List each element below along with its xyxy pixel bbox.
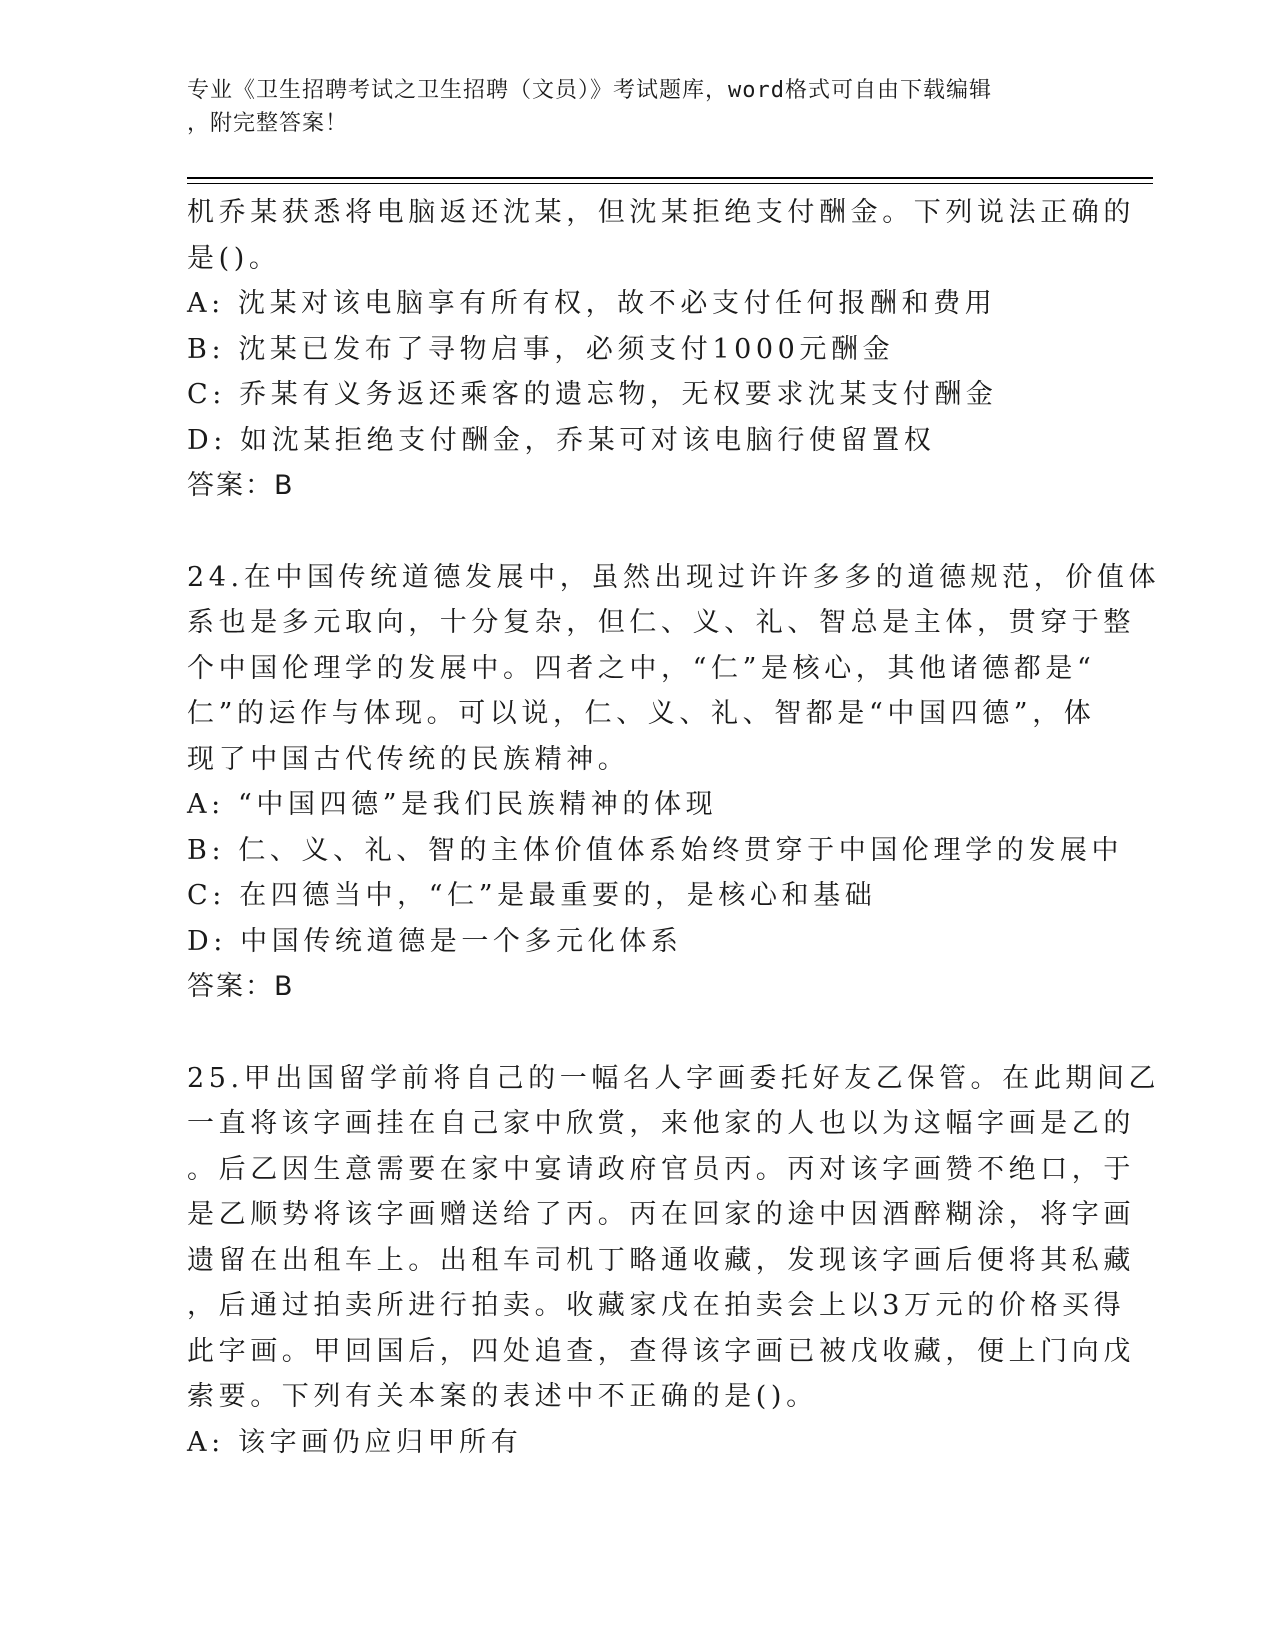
question-text-line: ，后通过拍卖所进行拍卖。收藏家戊在拍卖会上以3万元的价格买得 [187,1290,1126,1321]
option-d: D: 如沈某拒绝支付酬金，乔某可对该电脑行使留置权 [187,424,936,456]
question-content [187,190,1161,1465]
option-c: C: 在四德当中，“仁”是最重要的，是核心和基础 [187,880,877,911]
question-text-line: 索要。下列有关本案的表述中不正确的是()。 [187,1381,818,1412]
document-header-note [187,74,1067,140]
question-text-line: 。后乙因生意需要在家中宴请政府官员丙。丙对该字画赞不绝口，于 [187,1153,1135,1185]
question-text-line: 仁”的运作与体现。可以说，仁、义、礼、智都是“中国四德”，体 [187,698,1096,729]
question-text-line: 是乙顺势将该字画赠送给了丙。丙在回家的途中因酒醉糊涂，将字画 [187,1199,1135,1230]
answer-label: 答案：B [187,971,295,1002]
option-a: A: 该字画仍应归甲所有 [187,1426,523,1458]
header-line-2: ，附完整答案！ [187,111,349,136]
question-text-line: 一直将该字画挂在自己家中欣赏，来他家的人也以为这幅字画是乙的 [187,1108,1135,1139]
question-text-line: 个中国伦理学的发展中。四者之中，“仁”是核心，其他诸德都是“ [187,652,1096,684]
option-b: B: 沈某已发布了寻物启事，必须支付1000元酬金 [187,333,895,365]
question-text-line: 25.甲出国留学前将自己的一幅名人字画委托好友乙保管。在此期间乙 [187,1062,1161,1094]
header-line-1: 专业《卫生招聘考试之卫生招聘（文员）》考试题库，word格式可自由下载编辑 [187,78,992,103]
question-text-line: 是()。 [187,242,281,274]
option-b: B: 仁、义、礼、智的主体价值体系始终贯穿于中国伦理学的发展中 [187,834,1124,866]
question-text-line: 遗留在出租车上。出租车司机丁略通收藏，发现该字画后便将其私藏 [187,1244,1135,1276]
header-divider-thin [187,183,1153,184]
question-text-line: 系也是多元取向，十分复杂，但仁、义、礼、智总是主体，贯穿于整 [187,607,1135,638]
question-23 [187,190,1135,509]
option-d: D: 中国传统道德是一个多元化体系 [187,925,683,957]
spacer [187,509,1087,555]
option-a: A: 沈某对该电脑享有所有权，故不必支付任何报酬和费用 [187,288,997,319]
option-c: C: 乔某有义务返还乘客的遗忘物，无权要求沈某支付酬金 [187,379,998,410]
spacer [187,1010,1087,1056]
header-divider-thick [187,177,1153,179]
question-24 [187,555,1161,1010]
question-text-line: 机乔某获悉将电脑返还沈某，但沈某拒绝支付酬金。下列说法正确的 [187,197,1135,228]
answer-label: 答案：B [187,470,295,501]
option-a: A: “中国四德”是我们民族精神的体现 [187,789,718,820]
question-text-line: 24.在中国传统道德发展中，虽然出现过许许多多的道德规范，价值体 [187,561,1161,593]
question-25 [187,1056,1161,1466]
question-text-line: 现了中国古代传统的民族精神。 [187,743,630,775]
question-text-line: 此字画。甲回国后，四处追查，查得该字画已被戊收藏，便上门向戊 [187,1335,1135,1367]
